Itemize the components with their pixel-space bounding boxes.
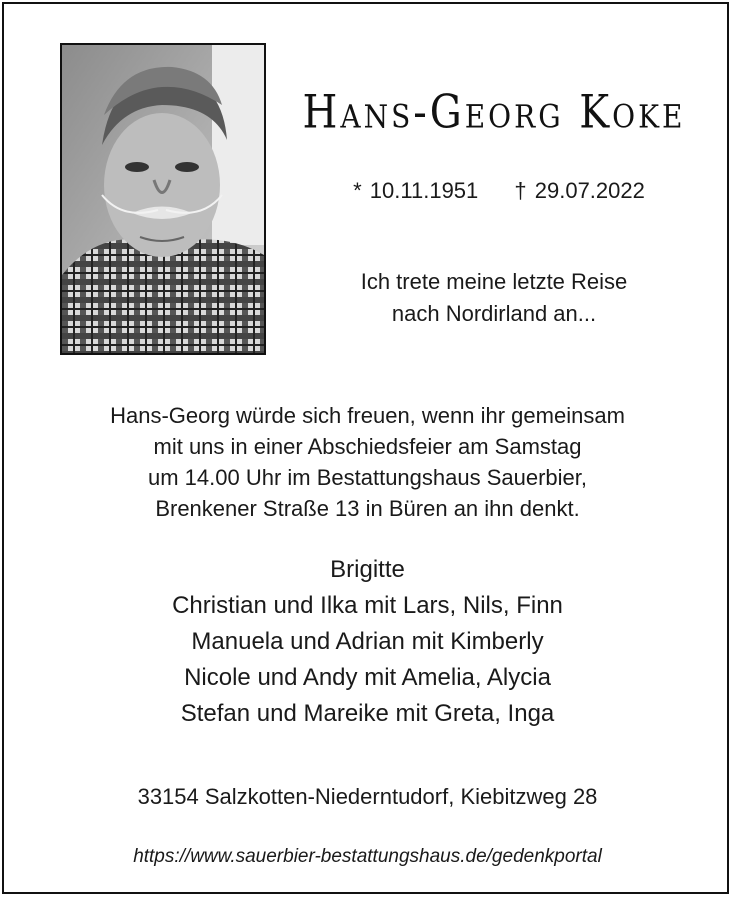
portrait-image [62, 45, 264, 353]
family-member: Stefan und Mareike mit Greta, Inga [180, 700, 555, 727]
quote [294, 266, 694, 330]
family-member: Manuela und Adrian mit Kimberly [191, 628, 544, 655]
death-date: † 29.07.2022 [514, 178, 645, 203]
ceremony-line: um 14.00 Uhr im Bestattungshaus Sauerbier, [147, 465, 588, 490]
deceased-name: Hans-Georg Koke [302, 86, 686, 139]
memorial-portal-link[interactable]: https://www.sauerbier-bestattungshaus.de/gedenkportal [133, 846, 602, 867]
family-list [24, 552, 711, 732]
ceremony-line: Brenkener Straße 13 in Büren an ihn denkt. [155, 496, 580, 521]
quote-line: nach Nordirland an... [391, 301, 597, 326]
life-dates [304, 178, 694, 204]
family-member: Christian und Ilka mit Lars, Nils, Finn [172, 592, 563, 619]
address: 33154 Salzkotten-Niederntudorf, Kiebitzweg 28 [137, 784, 598, 809]
ceremony-line: Hans-Georg würde sich freuen, wenn ihr gemeinsam [110, 403, 625, 428]
obituary-notice [2, 2, 729, 894]
quote-line: Ich trete meine letzte Reise [360, 269, 628, 294]
birth-date: * 10.11.1951 [353, 178, 479, 203]
ceremony-text [24, 400, 711, 524]
portrait-photo [60, 43, 266, 355]
ceremony-line: mit uns in einer Abschiedsfeier am Samstag [153, 434, 582, 459]
family-member: Nicole und Andy mit Amelia, Alycia [184, 664, 551, 691]
family-member: Brigitte [330, 556, 405, 583]
